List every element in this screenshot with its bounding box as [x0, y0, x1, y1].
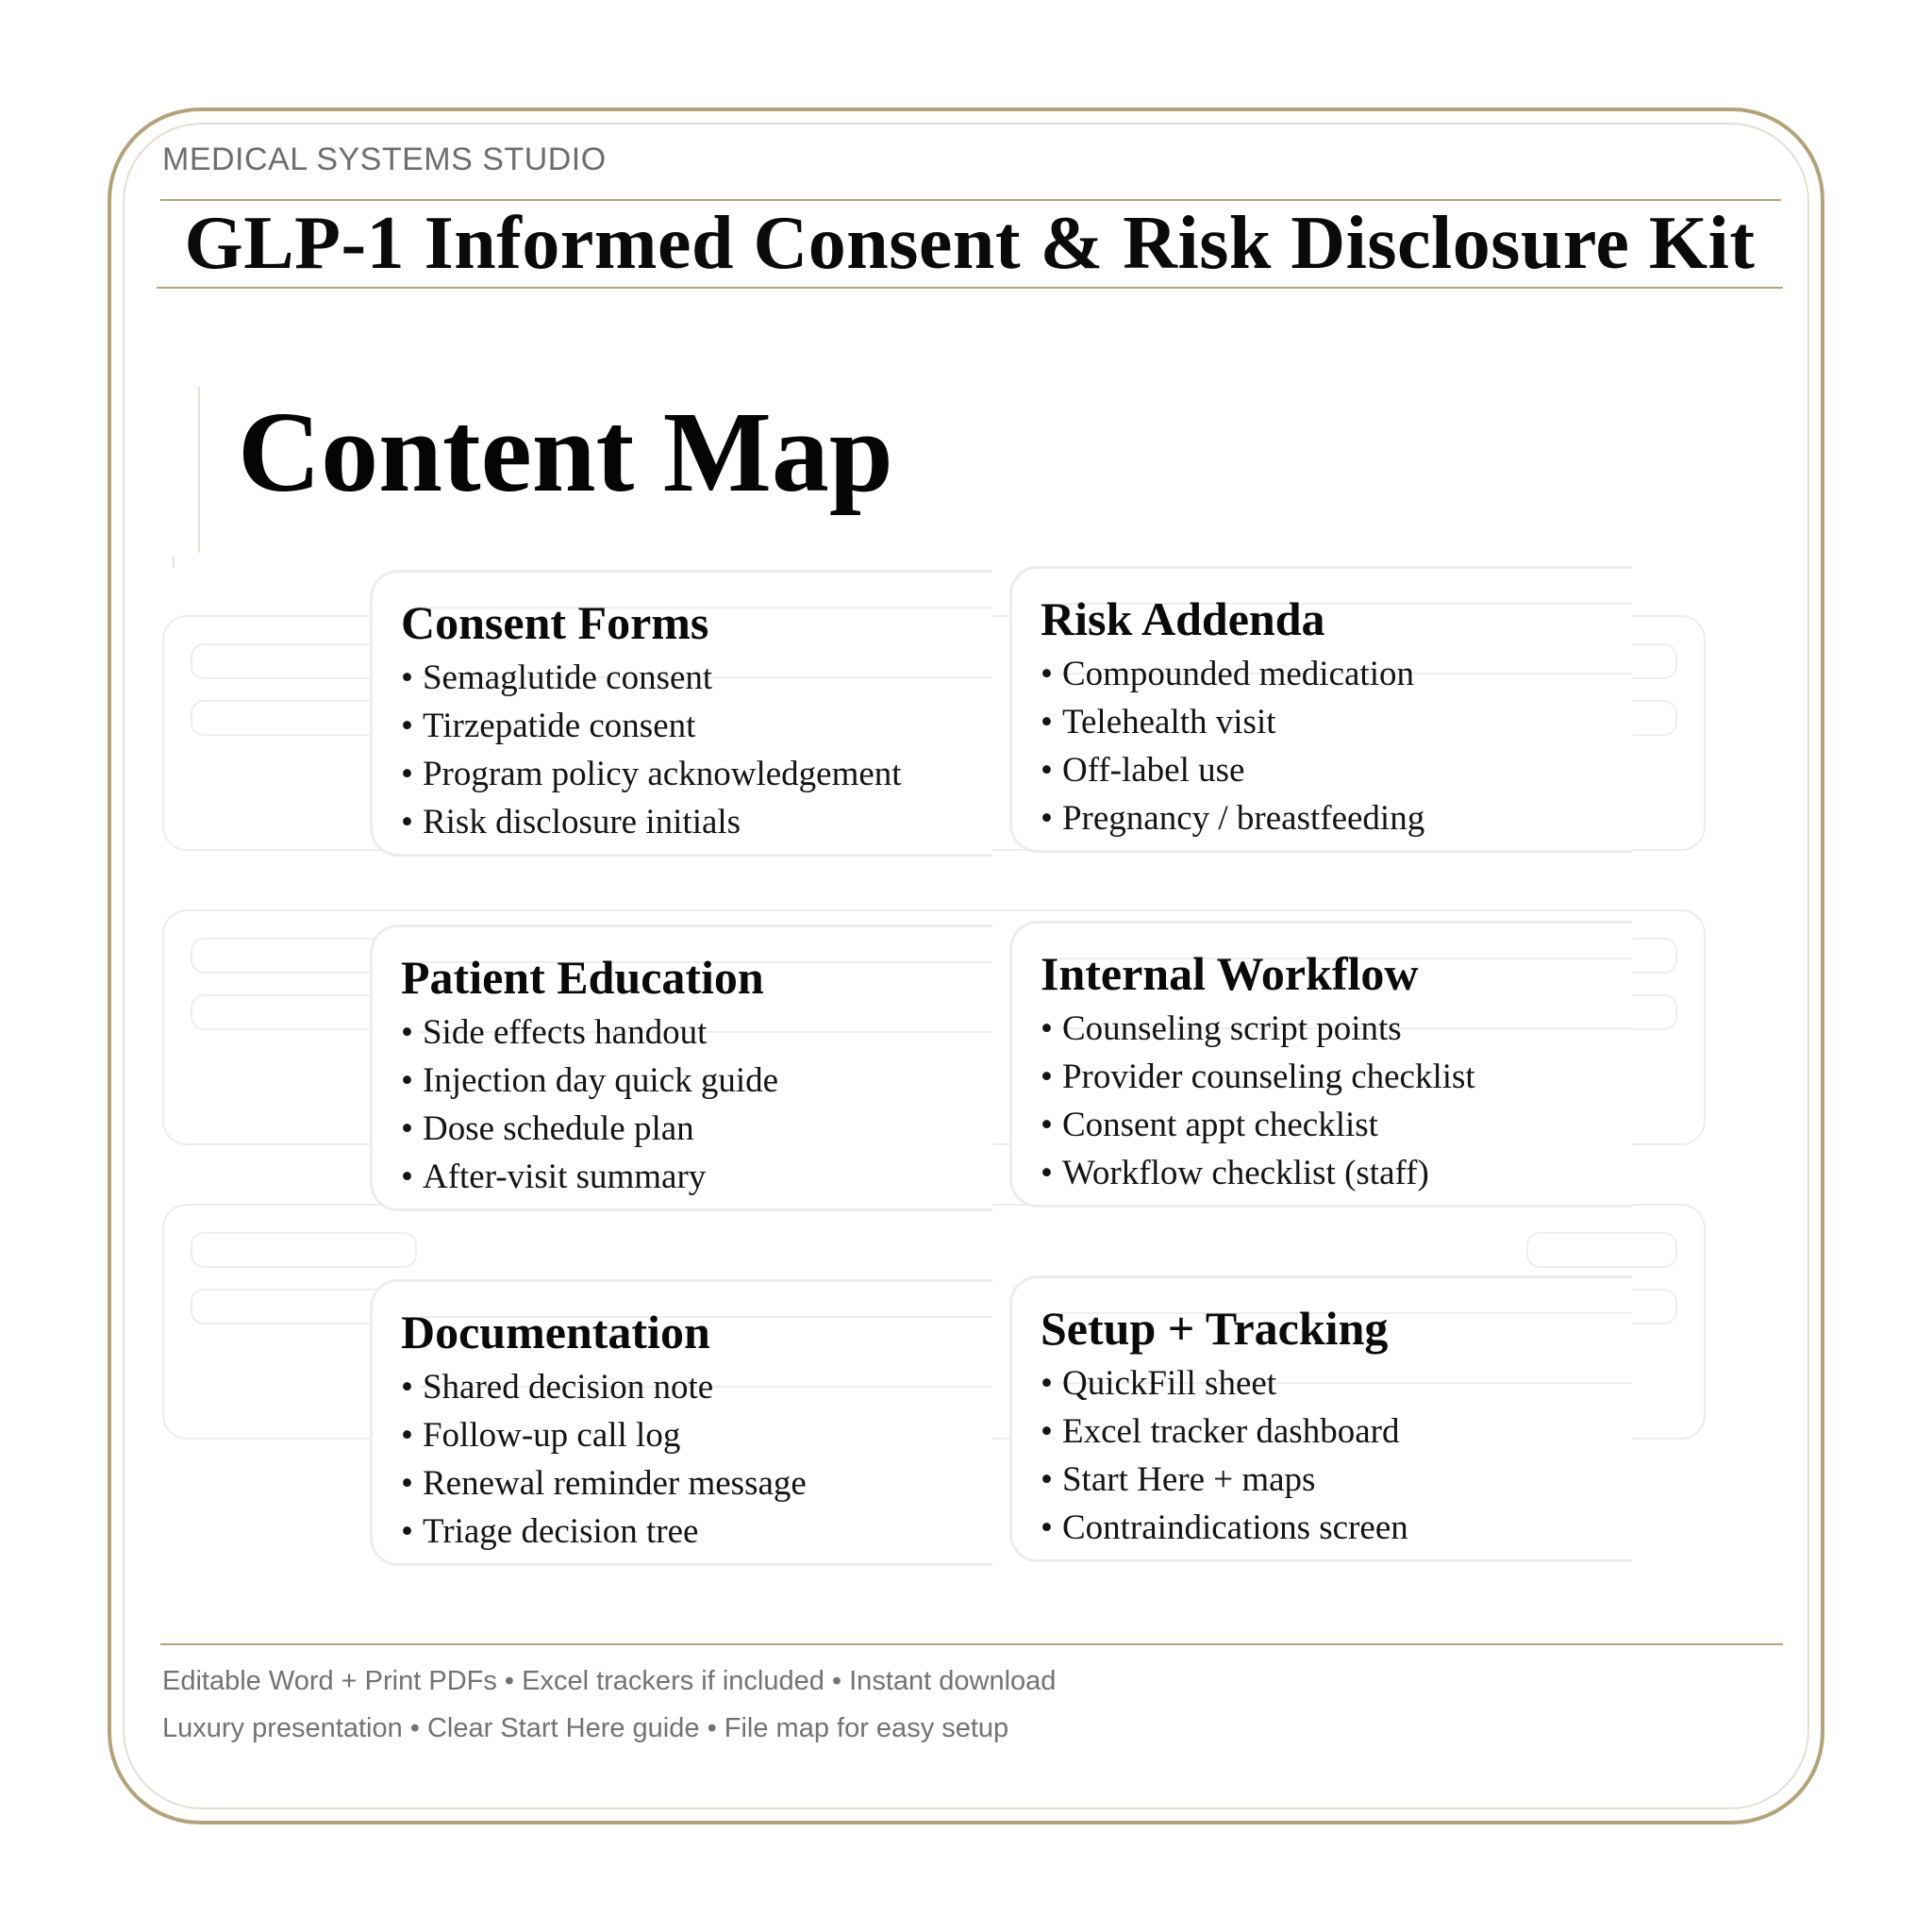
list-item: • Triage decision tree	[401, 1507, 807, 1556]
brand-label: MEDICAL SYSTEMS STUDIO	[162, 142, 607, 177]
list-item: • Telehealth visit	[1041, 698, 1424, 746]
card-documentation	[370, 1279, 992, 1566]
list-item: • Semaglutide consent	[401, 654, 902, 702]
background-pill	[1526, 1232, 1677, 1268]
list-item: • Injection day quick guide	[401, 1057, 778, 1105]
card-item-list	[401, 1008, 778, 1201]
footer-presentation-line: Luxury presentation • Clear Start Here guide • File map for easy setup	[162, 1713, 1009, 1743]
list-item: • Dose schedule plan	[401, 1105, 778, 1153]
list-item: • Pregnancy / breastfeeding	[1041, 794, 1424, 842]
section-accent-mark	[173, 557, 175, 568]
list-item: • Workflow checklist (staff)	[1041, 1149, 1475, 1197]
footer-divider	[160, 1643, 1783, 1645]
list-item: • Follow-up call log	[401, 1411, 807, 1459]
list-item: • Off-label use	[1041, 746, 1424, 794]
card-title: Documentation	[401, 1306, 710, 1358]
card-patient-education	[370, 924, 992, 1211]
list-item: • Tirzepatide consent	[401, 702, 902, 750]
list-item: • QuickFill sheet	[1041, 1359, 1408, 1407]
card-internal-workflow	[1009, 921, 1632, 1208]
list-item: • Compounded medication	[1041, 650, 1424, 698]
list-item: • Program policy acknowledgement	[401, 750, 902, 798]
list-item: • After-visit summary	[401, 1153, 778, 1201]
card-item-list	[401, 654, 902, 846]
kit-title: GLP-1 Informed Consent & Risk Disclosure Kit	[184, 202, 1756, 285]
header-divider-bottom	[157, 287, 1783, 289]
card-title: Risk Addenda	[1041, 592, 1325, 645]
list-item: • Contraindications screen	[1041, 1504, 1408, 1552]
section-accent-bar	[198, 387, 200, 553]
card-title: Patient Education	[401, 951, 764, 1004]
card-consent-forms	[370, 570, 992, 857]
card-risk-addenda	[1009, 566, 1632, 853]
footer-features-line: Editable Word + Print PDFs • Excel trackers if included • Instant download	[162, 1666, 1057, 1696]
list-item: • Consent appt checklist	[1041, 1101, 1475, 1149]
list-item: • Shared decision note	[401, 1363, 807, 1411]
card-item-list	[401, 1363, 807, 1556]
section-heading: Content Map	[238, 389, 893, 516]
list-item: • Provider counseling checklist	[1041, 1053, 1475, 1101]
list-item: • Side effects handout	[401, 1008, 778, 1057]
background-pill	[191, 1232, 417, 1268]
card-title: Internal Workflow	[1041, 947, 1419, 1000]
card-item-list	[1041, 1359, 1408, 1552]
list-item: • Renewal reminder message	[401, 1459, 807, 1507]
card-title: Consent Forms	[401, 596, 709, 649]
list-item: • Counseling script points	[1041, 1005, 1475, 1053]
card-setup-tracking	[1009, 1275, 1632, 1562]
list-item: • Risk disclosure initials	[401, 798, 902, 846]
list-item: • Start Here + maps	[1041, 1456, 1408, 1504]
list-item: • Excel tracker dashboard	[1041, 1407, 1408, 1456]
card-title: Setup + Tracking	[1041, 1302, 1389, 1355]
card-item-list	[1041, 650, 1424, 842]
card-item-list	[1041, 1005, 1475, 1197]
